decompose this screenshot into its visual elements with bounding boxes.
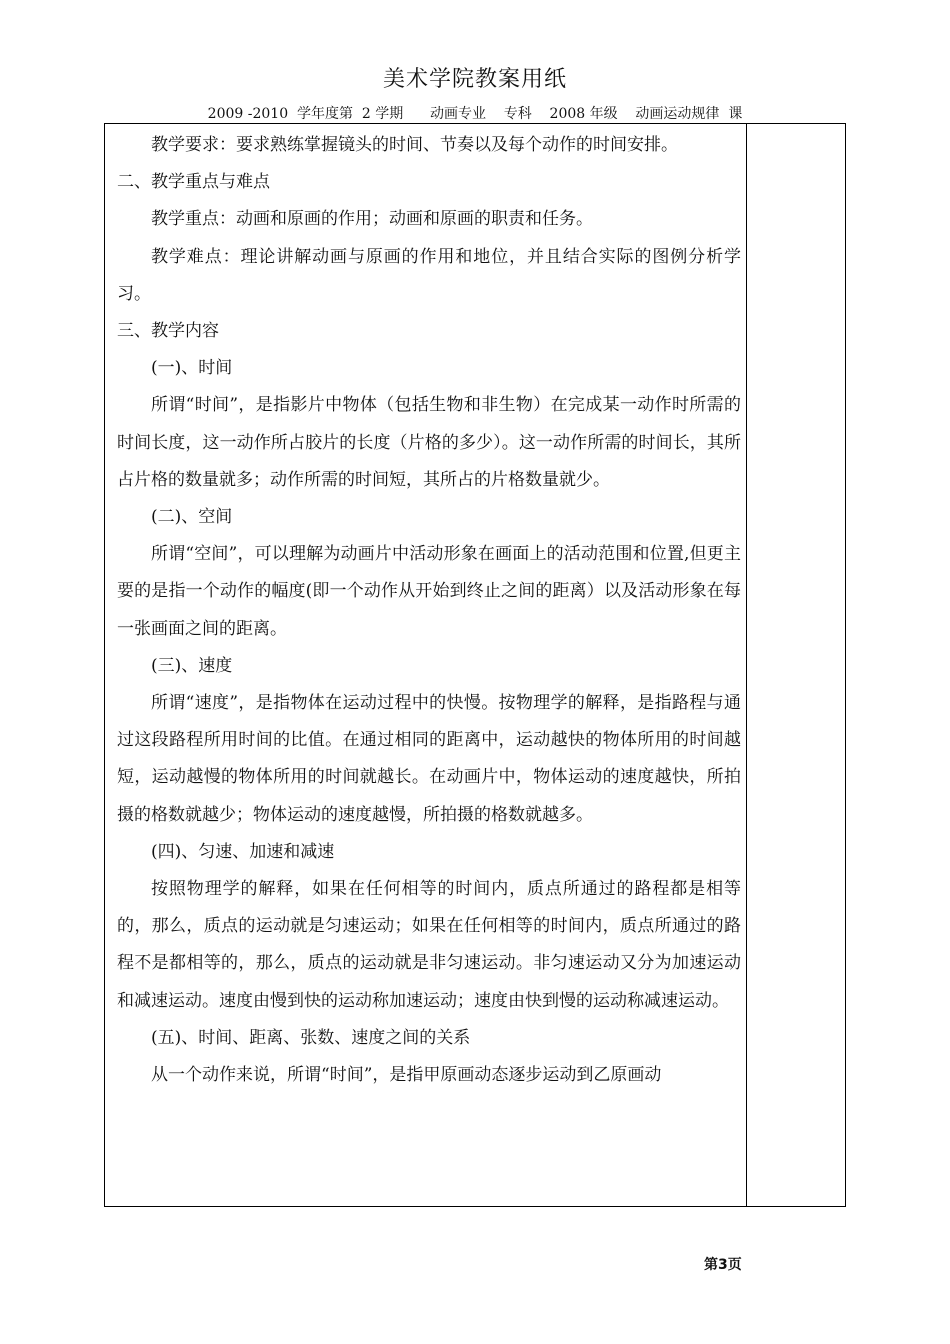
content-paragraph: 所谓“速度”，是指物体在运动过程中的快慢。按物理学的解释，是指路程与通过这段路程所用时间的比值。在通过相同的距离中，运动越快的物体所用的时间越短，运动越慢的物体所用的时间就越长。在动画片中，物体运动的速度越快，所拍摄的格数就越少；物体运动的速度越慢，所拍摄的格数就越多。	[117, 693, 741, 825]
content-paragraph: (五)、时间、距离、张数、速度之间的关系	[151, 1027, 471, 1048]
content-paragraph: 教学难点：理论讲解动画与原画的作用和地位，并且结合实际的图例分析学习。	[117, 246, 741, 304]
page-title: 美术学院教案用纸	[382, 67, 567, 92]
content-paragraph: 所谓“时间”，是指影片中物体（包括生物和非生物）在完成某一动作时所需的时间长度，这一动作所占胶片的长度（片格的多少）。这一动作所需的时间长，其所占片格的数量就多；动作所需的时间短，其所占的片格数量就少。	[117, 395, 741, 490]
course-info-line: 2009 -2010 学年度第 2 学期 动画专业 专科 2008 年级 动画运动规律 课	[207, 106, 743, 122]
content-paragraph: 三、教学内容	[117, 321, 219, 342]
content-paragraph: (四)、匀速、加速和减速	[151, 841, 335, 862]
content-paragraph: 教学要求：要求熟练掌握镜头的时间、节奏以及每个动作的时间安排。	[151, 135, 678, 155]
lesson-table	[104, 123, 846, 1207]
content-paragraph: (二)、空间	[151, 507, 233, 528]
content-paragraph: 按照物理学的解释，如果在任何相等的时间内，质点所通过的路程都是相等的，那么，质点的运动就是匀速运动；如果在任何相等的时间内，质点所通过的路程不是都相等的，那么，质点的运动就是非匀速运动。非匀速运动又分为加速运动和减速运动。速度由慢到快的运动称加速运动；速度由快到慢的运动称减速运动。	[117, 879, 741, 1011]
content-paragraph: (一)、时间	[151, 358, 233, 379]
page-number: 第3页	[704, 1257, 742, 1273]
content-paragraph: 教学重点：动画和原画的作用；动画和原画的职责和任务。	[151, 209, 593, 230]
lesson-content-cell	[117, 127, 741, 1094]
content-paragraph: 二、教学重点与难点	[117, 172, 270, 193]
column-divider	[746, 124, 747, 1206]
content-paragraph: 所谓“空间”，可以理解为动画片中活动形象在画面上的活动范围和位置,但更主要的是指一个动作的幅度(即一个动作从开始到终止之间的距离）以及活动形象在每一张画面之间的距离。	[117, 544, 741, 639]
content-paragraph: (三)、速度	[151, 655, 233, 676]
content-paragraph: 从一个动作来说，所谓“时间”，是指甲原画动态逐步运动到乙原画动	[151, 1065, 662, 1086]
